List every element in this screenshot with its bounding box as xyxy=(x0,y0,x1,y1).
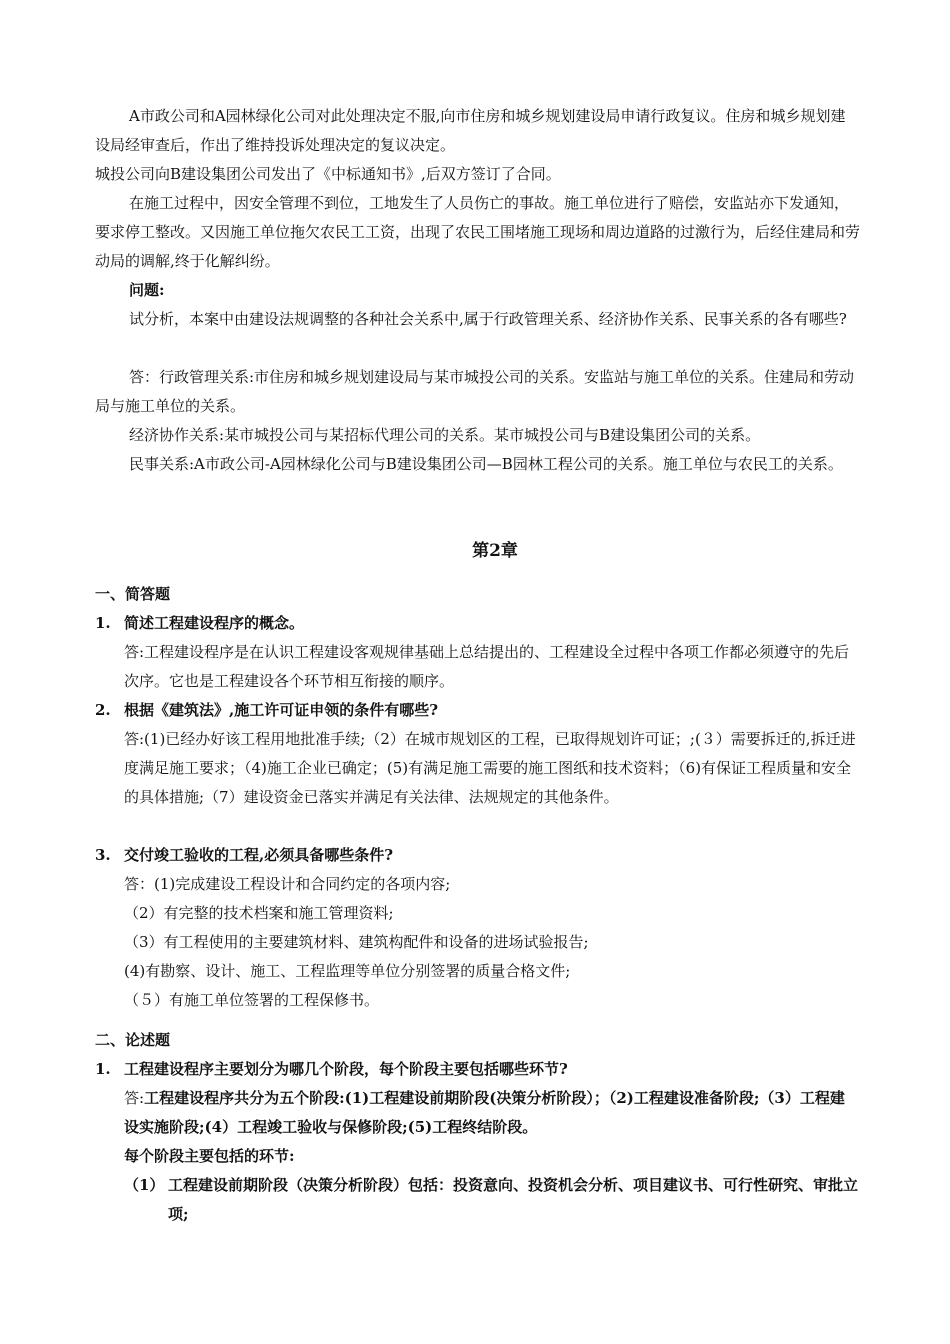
question-number: 1. xyxy=(95,1060,111,1078)
stage-intro: 每个阶段主要包括的环节: xyxy=(124,1147,295,1165)
answer-text xyxy=(124,1084,858,1142)
answer-text: 答:(1)已经办好该工程用地批准手续;（2）在城市规划区的工程，已取得规划许可证；;(３）需要拆迁的,拆迁进度满足施工要求；（4)施工企业已确定；(5)有满足施工需要的施工图纸和技术资料；（6)有保证工程质量和安全的具体措施;（7）建设资金已落实并满足有关法律、法规规定的其他条件。 xyxy=(124,730,856,806)
question-text: 工程建设程序主要划分为哪几个阶段，每个阶段主要包括哪些环节? xyxy=(124,1060,568,1078)
answer-economic-relation: 经济协作关系:某市城投公司与某招标代理公司的关系。某市城投公司与B建设集团公司的关系。 xyxy=(129,426,761,444)
answer-line: (4)有勘察、设计、施工、工程监理等单位分别签署的质量合格文件; xyxy=(124,962,571,980)
intro-paragraph-3: 在施工过程中，因安全管理不到位，工地发生了人员伤亡的事故。施工单位进行了赔偿，安监站亦下发通知，要求停工整改。又因施工单位拖欠农民工工资，出现了农民工围堵施工现场和周边道路的过激行为，后经住建局和劳动局的调解,终于化解纠纷。 xyxy=(95,194,861,270)
section-heading-essay: 二、论述题 xyxy=(95,1031,171,1049)
list-item-text: 工程建设前期阶段（决策分析阶段）包括：投资意向、投资机会分析、项目建议书、可行性研究、审批立项; xyxy=(168,1176,859,1223)
answer-line: 答：(1)完成建设工程设计和合同约定的各项内容; xyxy=(124,875,451,893)
intro-paragraph-1: A市政公司和A园林绿化公司对此处理决定不服,向市住房和城乡规划建设局申请行政复议。住房和城乡规划建设局经审查后，作出了维持投诉处理决定的复议决定。 xyxy=(95,107,846,154)
chapter-title: 第2章 xyxy=(472,541,518,561)
question-number: 1. xyxy=(95,614,111,632)
question-text: 交付竣工验收的工程,必须具备哪些条件? xyxy=(124,846,394,864)
case-question: 试分析，本案中由建设法规调整的各种社会关系中,属于行政管理关系、经济协作关系、民事关系的各有哪些? xyxy=(129,310,847,328)
question-number: 2. xyxy=(95,701,111,719)
intro-paragraph-2: 城投公司向B建设集团公司发出了《中标通知书》,后双方签订了合同。 xyxy=(95,165,561,183)
section-heading-short-answer: 一、简答题 xyxy=(95,585,171,603)
question-text: 简述工程建设程序的概念。 xyxy=(124,614,305,632)
question-label: 问题: xyxy=(129,281,165,299)
answer-text: 答:工程建设程序是在认识工程建设客观规律基础上总结提出的、工程建设全过程中各项工作都必须遵守的先后次序。它也是工程建设各个环节相互衔接的顺序。 xyxy=(124,643,850,690)
answer-stages: 工程建设程序共分为五个阶段:(1)工程建设前期阶段(决策分析阶段）；（2)工程建设准备阶段;（3）工程建设实施阶段;(4）工程竣工验收与保修阶段;(5)工程终结阶段。 xyxy=(124,1089,845,1136)
answer-line: （3）有工程使用的主要建筑材料、建筑构配件和设备的进场试验报告; xyxy=(124,933,589,951)
answer-admin-relation: 答：行政管理关系:市住房和城乡规划建设局与某市城投公司的关系。安监站与施工单位的关系。住建局和劳动局与施工单位的关系。 xyxy=(95,368,855,415)
question-text: 根据《建筑法》,施工许可证申领的条件有哪些? xyxy=(124,701,439,719)
question-number: 3. xyxy=(95,846,111,864)
answer-line: （５）有施工单位签署的工程保修书。 xyxy=(124,991,380,1009)
answer-prefix: 答: xyxy=(124,1089,145,1107)
answer-civil-relation: 民事关系:A市政公司-A园林绿化公司与B建设集团公司—B园林工程公司的关系。施工单位与农民工的关系。 xyxy=(129,455,843,473)
list-item-number: （1） xyxy=(124,1176,165,1194)
answer-line: （2）有完整的技术档案和施工管理资料; xyxy=(124,904,394,922)
